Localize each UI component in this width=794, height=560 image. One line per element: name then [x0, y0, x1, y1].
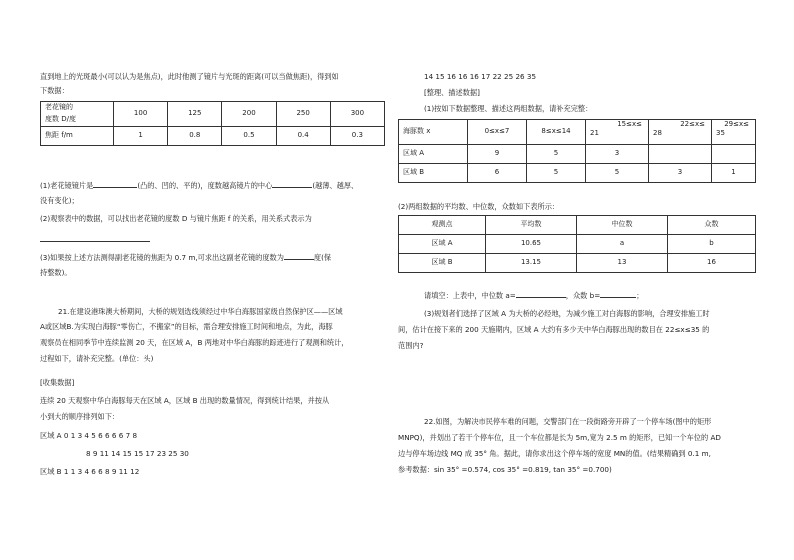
- area-b-line-1: 区域 B 1 1 3 4 6 6 8 9 11 12: [40, 467, 140, 476]
- q3-right-line-3: 范围内?: [398, 341, 424, 350]
- table2-cell: 6: [468, 164, 527, 183]
- table2-cell: 9: [468, 145, 527, 164]
- table1-cell: 200: [222, 102, 276, 127]
- table2-cell: 5: [527, 145, 586, 164]
- p21-line-2: A或区域B.为实现白海豚“零伤亡，不搬家”的目标，需合理安排施工时间和地点，为此，海豚: [40, 322, 333, 331]
- table2-cell: 3: [649, 164, 712, 183]
- p22-line-1: 22.如图，为解决市民停车难的问题，交警部门在一段街路旁开辟了一个停车场(图中的矩形: [424, 417, 712, 426]
- q2-line: (2)观察表中的数据，可以找出老花镜的度数 D 与镜片焦距 f 的关系，用关系式表示为: [40, 214, 312, 223]
- p22-line-3: 边与停车场边线 MQ 成 35° 角。据此，请你求出这个停车场的宽度 MN的值。(结果精确到 0.1 m,: [398, 449, 711, 458]
- collect-title: [收集数据]: [40, 378, 75, 387]
- table1-cell: 0.3: [330, 127, 384, 146]
- table3-cell: 16: [668, 254, 756, 273]
- table3-cell: 13.15: [486, 254, 577, 273]
- table2-cell: 5: [527, 164, 586, 183]
- table2-header-cell: 8≤x≤14: [527, 120, 586, 145]
- q3-blank[interactable]: [284, 259, 314, 260]
- table1-cell: 度数 D/度: [41, 114, 114, 127]
- table3-header-cell: 观测点: [399, 216, 486, 235]
- area-a-line-1: 区域 A 0 1 3 4 5 6 6 6 6 7 8: [40, 431, 138, 440]
- p21-line-1: 21.在建设港珠澳大桥期间，大桥的规划选线须经过中华白海豚国家级自然保护区——区域: [58, 307, 343, 316]
- table1-cell: 300: [330, 102, 384, 127]
- table2-header-cell: 0≤x≤7: [468, 120, 527, 145]
- table2-cell[interactable]: [649, 145, 712, 164]
- fill-text-b: ，众数 b=: [565, 291, 601, 300]
- fill-line: [424, 291, 643, 301]
- q2-blank[interactable]: [40, 241, 150, 242]
- q3-right-line-2: 间，估计在接下来的 200 天施期内，区域 A 大约有多少天中华白海豚出现的数目在 22≤x≤35 的: [398, 325, 710, 334]
- q1-text-c: (越薄、越厚、: [312, 181, 359, 190]
- q1-blank-1[interactable]: [93, 187, 137, 188]
- table3-header-cell: 众数: [668, 216, 756, 235]
- q3-right-line-1: (3)规划者们选择了区域 A 为大桥的必经地，为减少施工对白海豚的影响，合理安排施工时: [424, 309, 710, 318]
- table2-cell[interactable]: [712, 145, 756, 164]
- table1-cell: 125: [168, 102, 222, 127]
- q1-text-a: (1)老花镜镜片是: [40, 181, 94, 190]
- q1-text-b: (凸的、凹的、平的)，度数越高镜片的中心: [137, 181, 273, 190]
- table2-header-cell: 22≤x≤ 28: [649, 120, 712, 145]
- collect-line-2: 小到大的顺序排列如下：: [40, 412, 120, 421]
- q3-text-a: (3)如果按上述方法测得副老花镜的焦距为 0.7 m,可求出这副老花镜的度数为: [40, 253, 284, 262]
- table2-cell: 区域 B: [399, 164, 468, 183]
- q3-line: [40, 253, 331, 263]
- table2-cell: 3: [586, 145, 649, 164]
- table2-header-cell: 15≤x≤ 21: [586, 120, 649, 145]
- frequency-table: [398, 119, 756, 183]
- table1-cell: 100: [114, 102, 168, 127]
- organize-line-1: (1)按如下数据整理、描述这两组数据，请补充完整：: [424, 104, 593, 113]
- organize-title: [整理、描述数据]: [424, 88, 480, 97]
- table1-cell: 0.5: [222, 127, 276, 146]
- table1-cell: 250: [276, 102, 330, 127]
- area-a-line-2: 8 9 11 14 15 15 17 23 25 30: [86, 449, 189, 458]
- statistics-table: [398, 215, 756, 273]
- table3-cell: 区域 B: [399, 254, 486, 273]
- lens-data-table: [40, 101, 385, 146]
- table2-cell: 5: [586, 164, 649, 183]
- q2-answer-line[interactable]: [40, 235, 150, 245]
- table3-cell: 10.65: [486, 235, 577, 254]
- table1-cell: 0.8: [168, 127, 222, 146]
- fill-text-a: 请填空：上表中，中位数 a=: [424, 291, 516, 300]
- table3-cell: 区域 A: [399, 235, 486, 254]
- area-b-line-2: 14 15 16 16 16 17 22 25 26 35: [424, 72, 537, 81]
- q3-text-b: 度(保: [313, 253, 332, 262]
- collect-line-1: 连续 20 天观察中华白海豚每天在区域 A，区域 B 出现的数量情况，得到统计结果，并按从: [40, 396, 330, 405]
- p22-line-2: MNPQ)，并划出了若干个停车位，且一个车位都是长为 5m,宽为 2.5 m 的矩形，已知一个车位的 AD: [398, 433, 721, 442]
- table1-cell: 焦距 f/m: [41, 127, 114, 146]
- q1-line-2: 没有变化)；: [40, 196, 79, 205]
- fill-text-c: ；: [636, 291, 644, 300]
- q2-stat-title: (2)两组数据的平均数、中位数，众数如下表所示：: [398, 202, 560, 211]
- p21-line-3: 观察员在相同季节中连续监测 20 天，在区域 A，B 两地对中华白海豚的踪迹进行了观测和统计，: [40, 338, 349, 347]
- p21-line-4: 过程如下，请补充完整。(单位：头): [40, 354, 154, 363]
- table1-cell: 0.4: [276, 127, 330, 146]
- intro-line-1: 直到地上的光斑最小(可以认为是焦点)，此时他测了镜片与光斑的距离(可以当做焦距)，得到如: [40, 72, 339, 81]
- table3-cell: a: [577, 235, 668, 254]
- table1-cell: 1: [114, 127, 168, 146]
- q3-line-2: 持整数)。: [40, 268, 72, 277]
- p22-line-4: 参考数据：sin 35° =0.574, cos 35° =0.819, tan 35° =0.700): [398, 465, 612, 474]
- table2-header-cell: 海豚数 x: [399, 120, 468, 145]
- intro-line-2: 下数据：: [40, 86, 69, 95]
- table3-header-cell: 平均数: [486, 216, 577, 235]
- median-blank[interactable]: [516, 297, 566, 298]
- q1-blank-2[interactable]: [272, 187, 312, 188]
- table1-cell: 老花镜的: [41, 102, 114, 115]
- table3-cell: b: [668, 235, 756, 254]
- table3-cell: 13: [577, 254, 668, 273]
- q1-line: [40, 181, 358, 191]
- table3-header-cell: 中位数: [577, 216, 668, 235]
- mode-blank[interactable]: [600, 297, 636, 298]
- table2-header-cell: 29≤x≤ 35: [712, 120, 756, 145]
- table2-cell: 区域 A: [399, 145, 468, 164]
- table2-cell: 1: [712, 164, 756, 183]
